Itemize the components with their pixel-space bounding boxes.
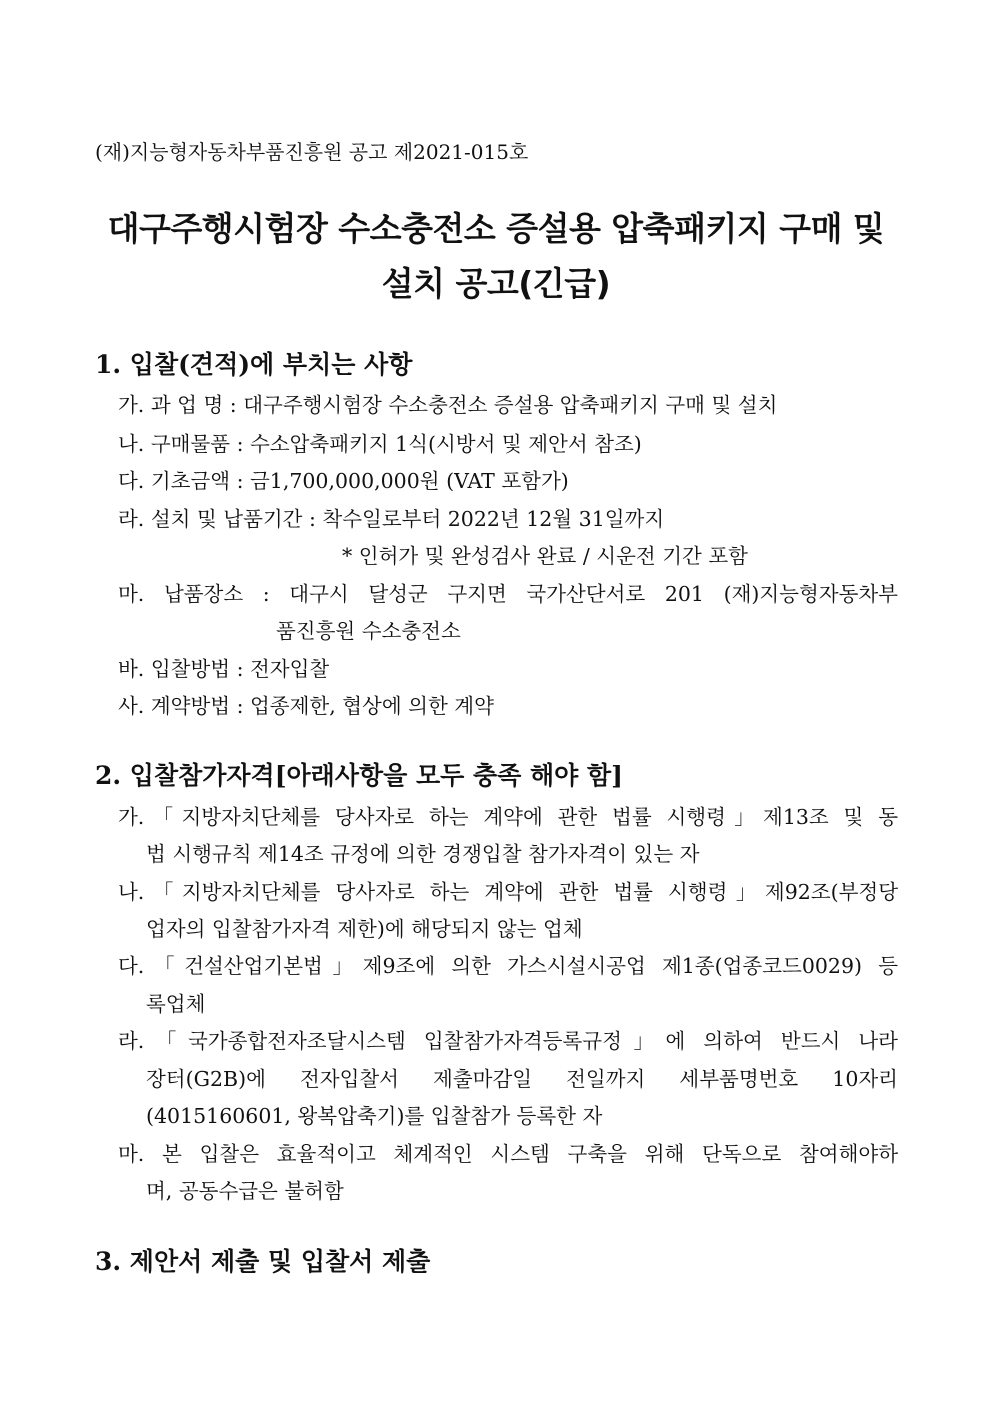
section2-item-na-cont: 업자의 입찰참가자격 제한)에 해당되지 않는 업체	[146, 917, 583, 941]
section1-item-bid-method: 바. 입찰방법 : 전자입찰	[118, 657, 330, 681]
section1-item-location-cont: 품진흥원 수소충전소	[276, 619, 461, 643]
section1-item-period: 라. 설치 및 납품기간 : 착수일로부터 2022년 12월 31일까지	[118, 507, 665, 531]
section2-item-ga-cont: 법 시행규칙 제14조 규정에 의한 경쟁입찰 참가자격이 있는 자	[146, 842, 700, 866]
section1-item-contract-method: 사. 계약방법 : 업종제한, 협상에 의한 계약	[118, 694, 494, 718]
section2-item-ga: 가.「지방자치단체를 당사자로 하는 계약에 관한 법률 시행령」제13조 및 동	[118, 805, 898, 829]
section2-item-ma-cont: 며, 공동수급은 불허함	[146, 1179, 344, 1203]
document-title-line2: 설치 공고(긴급)	[381, 264, 611, 303]
section2-item-ra-cont2: (4015160601, 왕복압축기)를 입찰참가 등록한 자	[146, 1104, 603, 1128]
section2-heading: 2. 입찰참가자격[아래사항을 모두 충족 해야 함]	[95, 761, 623, 790]
section1-item-location: 마. 납품장소 : 대구시 달성군 구지면 국가산단서로 201 (재)지능형자동차부	[118, 582, 898, 606]
section1-item-base-price: 다. 기초금액 : 금1,700,000,000원 (VAT 포함가)	[118, 469, 569, 493]
section1-heading: 1. 입찰(견적)에 부치는 사항	[95, 350, 413, 379]
section2-item-da: 다.「건설산업기본법」제9조에 의한 가스시설시공업 제1종(업종코드0029) 등	[118, 954, 898, 978]
section2-item-ra-cont1: 장터(G2B)에 전자입찰서 제출마감일 전일까지 세부품명번호 10자리	[146, 1067, 898, 1091]
section2-item-ra: 라.「국가종합전자조달시스템 입찰참가자격등록규정」에 의하여 반드시 나라	[118, 1029, 898, 1053]
section1-item-project: 가. 과 업 명 : 대구주행시험장 수소충전소 증설용 압축패키지 구매 및 설치	[118, 393, 778, 417]
document-title-line1: 대구주행시험장 수소충전소 증설용 압축패키지 구매 및	[107, 209, 885, 248]
section2-item-ma: 마. 본 입찰은 효율적이고 체계적인 시스템 구축을 위해 단독으로 참여해야하	[118, 1142, 898, 1166]
section1-item-period-note: * 인허가 및 완성검사 완료 / 시운전 기간 포함	[342, 544, 748, 568]
section2-item-da-cont: 록업체	[146, 992, 206, 1016]
section1-item-product: 나. 구매물품 : 수소압축패키지 1식(시방서 및 제안서 참조)	[118, 432, 642, 456]
section3-heading: 3. 제안서 제출 및 입찰서 제출	[95, 1247, 431, 1276]
section2-item-na: 나.「지방자치단체를 당사자로 하는 계약에 관한 법률 시행령」제92조(부정당	[118, 880, 898, 904]
notice-number: (재)지능형자동차부품진흥원 공고 제2021-015호	[95, 140, 529, 164]
